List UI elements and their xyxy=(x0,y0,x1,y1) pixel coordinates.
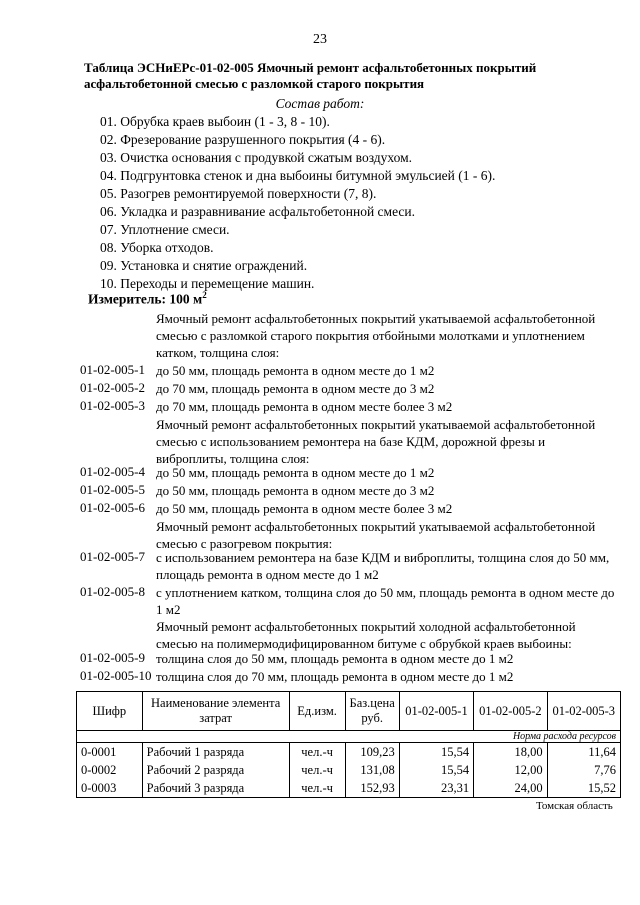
work-item: 09. Установка и снятие ограждений. xyxy=(100,258,308,273)
cell-name: Рабочий 2 разряда xyxy=(142,761,289,779)
row-code: 01-02-005-1 xyxy=(80,362,145,377)
cell-unit: чел.-ч xyxy=(289,761,345,779)
cell-name: Рабочий 3 разряда xyxy=(142,779,289,798)
cell-unit: чел.-ч xyxy=(289,743,345,762)
table-title: Таблица ЭСНиЕРс-01-02-005 Ямочный ремонт асфальтобетонных покрытий асфальтобетонной смесью с разломкой старого покрытия xyxy=(84,60,537,91)
table-row xyxy=(77,779,621,798)
cell-price: 131,08 xyxy=(345,761,399,779)
row-text: с использованием ремонтера на базе КДМ и виброплиты, толщина слоя до 50 мм, площадь ремонта в одном месте до 1 м2 xyxy=(156,550,610,582)
cell-norm: 15,54 xyxy=(399,761,473,779)
cell-code: 0-0001 xyxy=(77,743,143,762)
header-norm-2: 01-02-005-2 xyxy=(474,692,547,731)
work-item: 04. Подгрунтовка стенок и дна выбоины битумной эмульсией (1 - 6). xyxy=(100,168,496,183)
group-description: Ямочный ремонт асфальтобетонных покрытий укатываемой асфальтобетонной смесью с разломкой старого покрытия отбойными молотками и уплотнением катком, толщина слоя: xyxy=(156,311,596,360)
work-item: 05. Разогрев ремонтируемой поверхности (7, 8). xyxy=(100,186,377,201)
cell-name: Рабочий 1 разряда xyxy=(142,743,289,762)
work-item: 07. Уплотнение смеси. xyxy=(100,222,230,237)
row-text: до 70 мм, площадь ремонта в одном месте более 3 м2 xyxy=(156,399,453,414)
row-text: до 50 мм, площадь ремонта в одном месте более 3 м2 xyxy=(156,501,453,516)
table-row xyxy=(77,743,621,762)
row-code: 01-02-005-6 xyxy=(80,500,145,515)
row-text: толщина слоя до 50 мм, площадь ремонта в одном месте до 1 м2 xyxy=(156,651,514,666)
row-code: 01-02-005-3 xyxy=(80,398,145,413)
region-footer: Томская область xyxy=(536,800,613,812)
cell-norm: 15,52 xyxy=(547,779,620,798)
header-norm-1: 01-02-005-1 xyxy=(399,692,473,731)
row-text: до 50 мм, площадь ремонта в одном месте до 1 м2 xyxy=(156,465,435,480)
group-description: Ямочный ремонт асфальтобетонных покрытий укатываемой асфальтобетонной смесью с использованием ремонтера на базе КДМ, дорожной фрезы и виброплиты, толщина слоя: xyxy=(156,417,596,466)
table-header-row xyxy=(77,692,621,731)
work-item: 02. Фрезерование разрушенного покрытия (4 - 6). xyxy=(100,132,386,147)
measure-superscript: 2 xyxy=(202,290,207,300)
work-item: 06. Укладка и разравнивание асфальтобетонной смеси. xyxy=(100,204,416,219)
header-base-price: Баз.цена руб. xyxy=(345,692,399,731)
header-code: Шифр xyxy=(77,692,143,731)
header-norm-3: 01-02-005-3 xyxy=(547,692,620,731)
row-code: 01-02-005-8 xyxy=(80,584,145,599)
header-element-name: Наименование элемента затрат xyxy=(142,692,289,731)
work-item: 03. Очистка основания с продувкой сжатым воздухом. xyxy=(100,150,413,165)
cell-norm: 7,76 xyxy=(547,761,620,779)
row-text: толщина слоя до 70 мм, площадь ремонта в одном месте до 1 м2 xyxy=(156,669,514,684)
cell-code: 0-0003 xyxy=(77,779,143,798)
row-code: 01-02-005-9 xyxy=(80,650,145,665)
measure-label: Измеритель: 100 м xyxy=(88,291,203,307)
resource-table xyxy=(76,691,621,798)
work-item: 10. Переходы и перемещение машин. xyxy=(100,276,315,291)
row-code: 01-02-005-7 xyxy=(80,549,145,564)
work-item: 08. Уборка отходов. xyxy=(100,240,214,255)
work-item: 01. Обрубка краев выбоин (1 - 3, 8 - 10). xyxy=(100,114,330,129)
cell-norm: 11,64 xyxy=(547,743,620,762)
row-text: до 70 мм, площадь ремонта в одном месте до 3 м2 xyxy=(156,381,435,396)
row-code: 01-02-005-2 xyxy=(80,380,145,395)
cell-code: 0-0002 xyxy=(77,761,143,779)
work-composition-heading: Состав работ: xyxy=(275,96,365,111)
cell-norm: 12,00 xyxy=(474,761,547,779)
row-code: 01-02-005-4 xyxy=(80,464,145,479)
cell-norm: 23,31 xyxy=(399,779,473,798)
cell-unit: чел.-ч xyxy=(289,779,345,798)
cell-price: 109,23 xyxy=(345,743,399,762)
group-description: Ямочный ремонт асфальтобетонных покрытий холодной асфальтобетонной смесью на полимермодифицированном битуме с обрубкой краев выбоины: xyxy=(156,619,576,651)
row-text: до 50 мм, площадь ремонта в одном месте до 1 м2 xyxy=(156,363,435,378)
header-unit: Ед.изм. xyxy=(289,692,345,731)
cell-norm: 18,00 xyxy=(474,743,547,762)
table-subheader-row xyxy=(77,731,621,743)
measure-unit xyxy=(88,290,207,308)
row-text: до 50 мм, площадь ремонта в одном месте до 3 м2 xyxy=(156,483,435,498)
subheader-empty xyxy=(77,731,400,743)
page-number: 23 xyxy=(313,32,327,47)
subheader-norm: Норма расхода ресурсов xyxy=(399,731,620,743)
table-row xyxy=(77,761,621,779)
row-code: 01-02-005-5 xyxy=(80,482,145,497)
row-text: с уплотнением катком, толщина слоя до 50 мм, площадь ремонта в одном месте до 1 м2 xyxy=(156,585,615,617)
cell-norm: 15,54 xyxy=(399,743,473,762)
cell-norm: 24,00 xyxy=(474,779,547,798)
cell-price: 152,93 xyxy=(345,779,399,798)
row-code: 01-02-005-10 xyxy=(80,668,152,683)
group-description: Ямочный ремонт асфальтобетонных покрытий укатываемой асфальтобетонной смесью с разогревом покрытия: xyxy=(156,519,596,551)
